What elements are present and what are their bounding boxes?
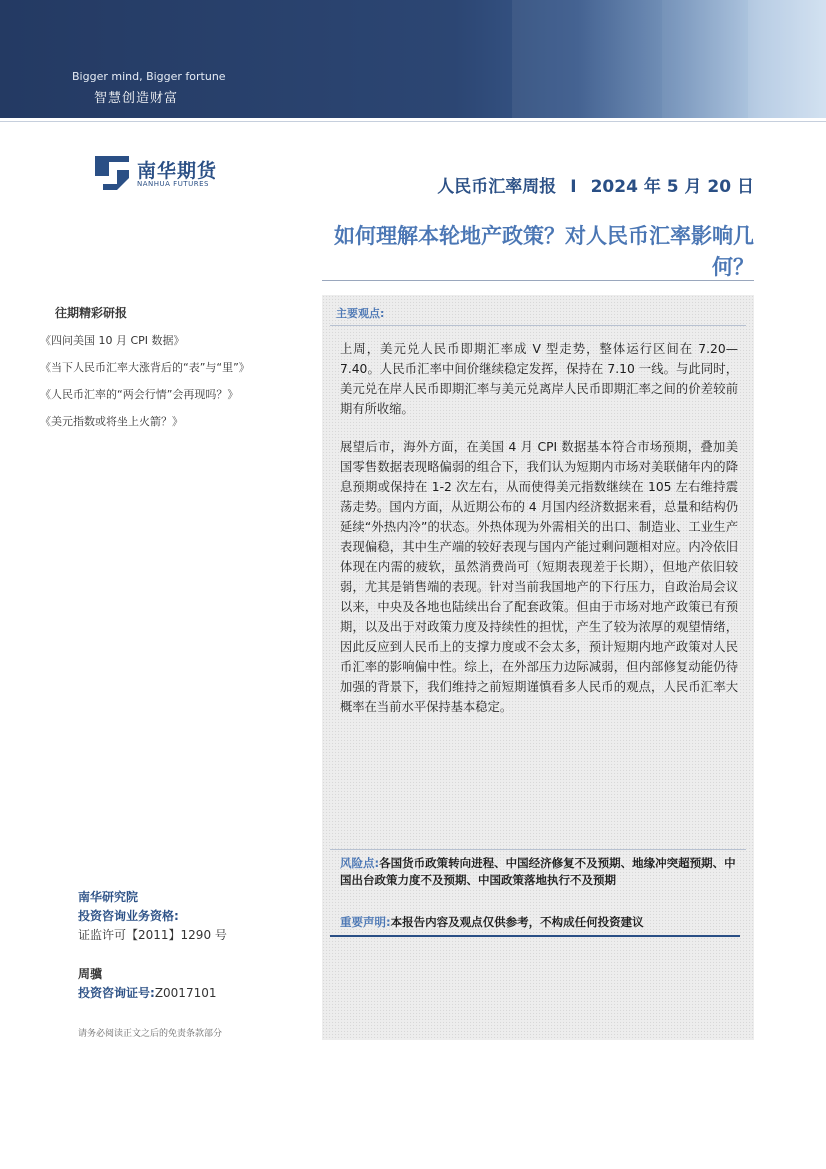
outlook-paragraph: 展望后市，海外方面，在美国 4 月 CPI 数据基本符合市场预期，叠加美国零售数据表现略偏弱的组合下，我们认为短期内市场对美联储年内的降息预期或保持在 1-2 次左右，从而使得美元指数继续在 105 左右维持震荡走势。国内方面，从近期公布的 4 月国内经济数据来看，总量和结构仍延续“外热内冷”的状态。外热体现为外需相关的出口、制造业、工业生产表现偏稳，其中生产端的较好表现与国内产能过剩问题相对应。内冷依旧体现在内需的疲软，虽然消费尚可（短期表现差于长期），但地产依旧较弱，尤其是销售端的表现。针对当前我国地产的下行压力，自政治局会议以来，中央及各地也陆续出台了配套政策。但由于市场对地产政策已有预期，以及出于对政策力度及持续性的担忧，产生了较为浓厚的观望情绪，因此反应到人民币上的支撑力度或不会太多，预计短期内地产政策对人民币汇率的影响偏中性。综上，在外部压力边际减弱，但内部修复动能仍待加强的背景下，我们维持之前短期谨慎看多人民币的观点，人民币汇率大概率在当前水平保持基本稳定。 xyxy=(340,440,738,714)
analyst-name: 周骥 xyxy=(78,967,103,981)
analyst-info xyxy=(78,965,216,1003)
headline-divider xyxy=(322,280,754,281)
report-headline: 如何理解本轮地产政策？对人民币汇率影响几何？ xyxy=(334,224,754,279)
past-report-link[interactable]: 《四问美国 10 月 CPI 数据》 xyxy=(40,334,185,347)
risk-divider xyxy=(330,849,746,850)
panel-bottom-divider xyxy=(330,935,740,937)
banner-stripe xyxy=(748,0,826,118)
header-banner xyxy=(0,0,826,118)
logo-name-chinese: 南华期货 xyxy=(137,160,218,182)
qualification-label: 投资咨询业务资格: xyxy=(78,909,179,923)
institute-name: 南华研究院 xyxy=(78,890,139,904)
report-date: 2024 年 5 月 20 日 xyxy=(590,177,754,197)
past-reports-list xyxy=(40,331,310,439)
banner-stripe xyxy=(662,0,748,118)
nanhua-logo-icon xyxy=(95,156,129,190)
past-report-link[interactable]: 《人民币汇率的“两会行情”会再现吗？》 xyxy=(40,388,239,401)
risk-text: 各国货币政策转向进程、中国经济修复不及预期、地缘冲突超预期、中国出台政策力度不及预期、中国政策落地执行不及预期 xyxy=(340,856,736,887)
panel-divider xyxy=(330,325,746,326)
institute-info xyxy=(78,888,227,945)
past-report-link[interactable]: 《美元指数或将坐上火箭？》 xyxy=(40,415,183,428)
certificate-label: 投资咨询证号: xyxy=(78,986,155,1000)
report-separator: I xyxy=(570,177,577,197)
risk-label: 风险点: xyxy=(340,856,380,870)
notice-label: 重要声明: xyxy=(340,915,391,929)
main-points-label: 主要观点: xyxy=(336,307,385,320)
summary-paragraph: 上周，美元兑人民币即期汇率成 V 型走势，整体运行区间在 7.20—7.40。人民币汇率中间价继续稳定发挥，保持在 7.10 一线。与此同时，美元兑在岸人民币即期汇率与美元兑离岸人民币即期汇率之间的价差较前期有所收缩。 xyxy=(340,342,738,416)
slogan-english: Bigger mind, Bigger fortune xyxy=(72,70,226,83)
banner-stripe xyxy=(512,0,662,118)
risk-section xyxy=(340,855,740,889)
logo-name-english: NANHUA FUTURES xyxy=(137,180,209,188)
certificate-value: Z0017101 xyxy=(154,986,217,1000)
banner-divider xyxy=(0,121,826,122)
footer-note: 请务必阅读正文之后的免责条款部分 xyxy=(78,1029,223,1039)
main-points-panel xyxy=(322,295,754,1040)
notice-section xyxy=(340,914,740,931)
qualification-value: 证监许可【2011】1290 号 xyxy=(78,928,227,942)
report-type: 人民币汇率周报 xyxy=(437,177,557,197)
report-meta xyxy=(437,172,754,197)
slogan-chinese: 智慧创造财富 xyxy=(94,91,179,106)
past-report-link[interactable]: 《当下人民币汇率大涨背后的“表”与“里”》 xyxy=(40,361,250,374)
past-reports-title: 往期精彩研报 xyxy=(55,306,128,320)
notice-text: 本报告内容及观点仅供参考，不构成任何投资建议 xyxy=(390,915,644,929)
